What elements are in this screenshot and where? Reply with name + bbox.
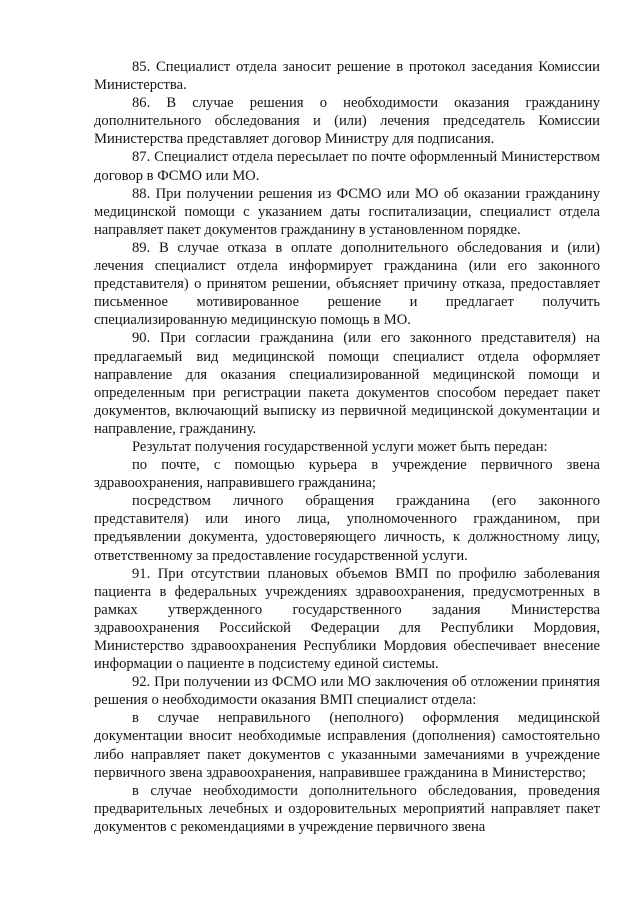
paragraph-89: 89. В случае отказа в оплате дополнительного обследования и (или) лечения специалист отдела информирует гражданина (или его законного представителя) о принятом решении, объясняет причину отказа, предоставляет письменное мотивированное решение и предлагает получить специализированную медицинскую помощь в МО. xyxy=(94,239,600,329)
paragraph-90: 90. При согласии гражданина (или его законного представителя) на предлагаемый вид медицинской помощи специалист отдела оформляет направление для оказания специализированной медицинской помощи и определенным при регистрации пакета документов способом передает пакет документов, включающий выписку из первичной медицинской документации и направление, гражданину. xyxy=(94,330,600,437)
paragraph-88: 88. При получении решения из ФСМО или МО об оказании гражданину медицинской помощи с указанием даты госпитализации, специалист отдела направляет пакет документов гражданину в установленном порядке. xyxy=(94,185,600,238)
paragraph-92-case-additional-exam: в случае необходимости дополнительного обследования, проведения предварительных лечебных и оздоровительных мероприятий направляет пакет документов с рекомендациями в учреждение первичного звена xyxy=(94,782,600,835)
paragraph-91: 91. При отсутствии плановых объемов ВМП по профилю заболевания пациента в федеральных учреждениях здравоохранения, предусмотренных в рамках утвержденного государственного задания Министерства здравоохранения Российской Федерации для Республики Мордовия, Министерство здравоохранения Республики Мордовия обеспечивает внесение информации о пациенте в подсистему единой системы. xyxy=(94,565,600,673)
paragraph-87: 87. Специалист отдела пересылает по почте оформленный Министерством договор в ФСМО или МО. xyxy=(94,149,600,184)
paragraph-result-intro: Результат получения государственной услуги может быть передан: xyxy=(132,438,548,455)
paragraph-92-case-incomplete: в случае неправильного (неполного) оформления медицинской документации вносит необходимые исправления (дополнения) самостоятельно либо направляет пакет документов с указанными замечаниями в учреждение первичного звена здравоохранения, направившее гражданина в Министерство; xyxy=(94,710,600,781)
paragraph-86: 86. В случае решения о необходимости оказания гражданину дополнительного обследования и (или) лечения председатель Комиссии Министерства представляет договор Министру для подписания. xyxy=(94,95,600,148)
paragraph-result-by-mail: по почте, с помощью курьера в учреждение первичного звена здравоохранения, направившего гражданина; xyxy=(94,457,600,492)
paragraph-85: 85. Специалист отдела заносит решение в протокол заседания Комиссии Министерства. xyxy=(94,59,600,94)
paragraph-92: 92. При получении из ФСМО или МО заключения об отложении принятия решения о необходимости оказания ВМП специалист отдела: xyxy=(94,674,600,709)
paragraph-result-in-person: посредством личного обращения гражданина (его законного представителя) или иного лица, уполномоченного гражданином, при предъявлении документа, удостоверяющего личность, к должностному лицу, ответственному за предоставление государственной услуги. xyxy=(94,493,600,564)
document-body xyxy=(94,58,600,836)
